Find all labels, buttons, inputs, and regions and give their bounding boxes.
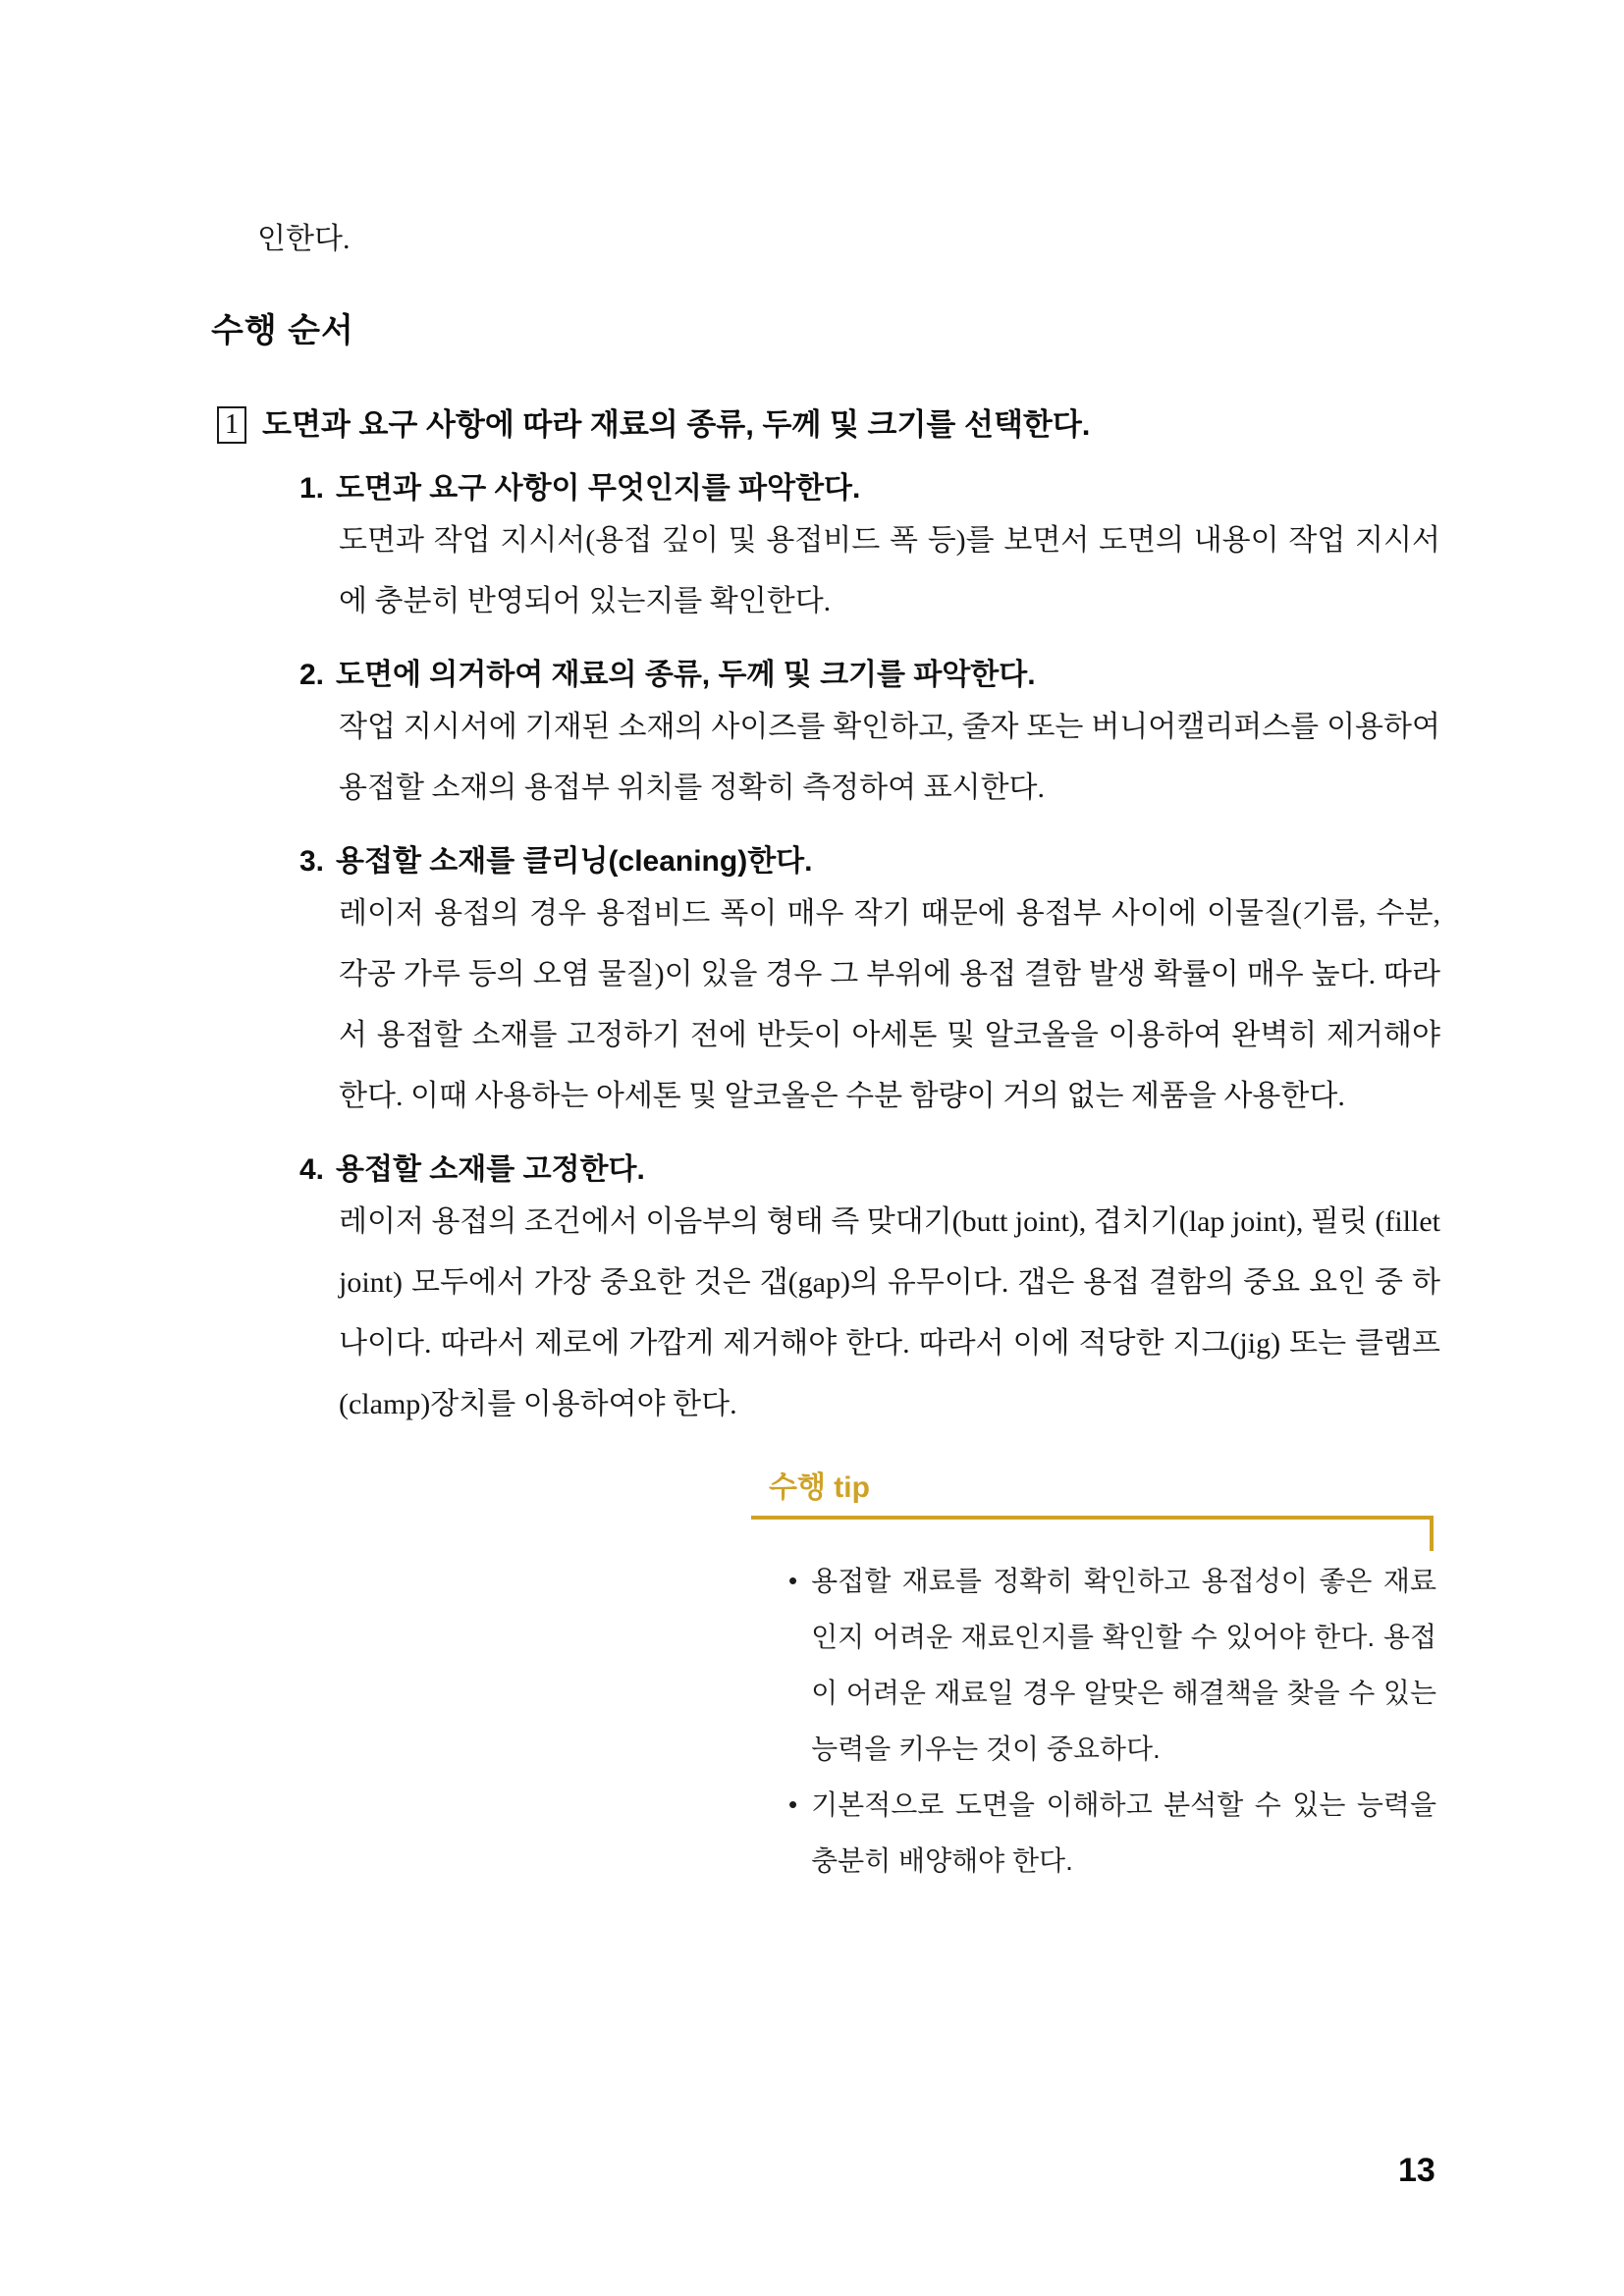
substep-title-text: 도면과 요구 사항이 무엇인지를 파악한다.: [336, 472, 861, 505]
bullet-dot-icon: •: [788, 1789, 798, 1819]
substep-number: 4.: [299, 1153, 325, 1186]
substep-body: 작업 지시서에 기재된 소재의 사이즈를 확인하고, 줄자 또는 버니어캘리퍼스를 이용하여 용접할 소재의 용접부 위치를 정확히 측정하여 표시한다.: [339, 711, 1440, 804]
substep-number: 2.: [299, 659, 325, 691]
substep-body: 도면과 작업 지시서(용접 깊이 및 용접비드 폭 등)를 보면서 도면의 내용이 작업 지시서에 충분히 반영되어 있는지를 확인한다.: [339, 524, 1440, 617]
substep-title: [299, 654, 1441, 697]
tip-bullet-text: 기본적으로 도면을 이해하고 분석할 수 있는 능력을 충분히 배양해야 한다.: [811, 1789, 1436, 1876]
substep-4: [299, 1148, 1441, 1435]
tip-heading: 수행 tip: [769, 1471, 870, 1504]
page-number: 13: [1398, 2152, 1435, 2189]
substep-title: [299, 1148, 1441, 1192]
substep-3: [299, 840, 1441, 1127]
tip-bullet-text: 용접할 재료를 정확히 확인하고 용접성이 좋은 재료인지 어려운 재료인지를 확인할 수 있어야 한다. 용접이 어려운 재료일 경우 알맞은 해결책을 찾을 수 있는 능력을 키우는 것이 중요하다.: [811, 1566, 1436, 1764]
substep-2: [299, 654, 1441, 819]
tip-callout: [751, 1468, 1434, 1889]
tip-bullet-list: [788, 1553, 1436, 1889]
intro-line: 인한다.: [257, 223, 351, 255]
step-number-box: [217, 406, 246, 444]
substep-number: 1.: [299, 472, 325, 505]
substep-title-text: 도면에 의거하여 재료의 종류, 두께 및 크기를 파악한다.: [336, 659, 1036, 691]
substep-1: [299, 467, 1441, 632]
substep-number: 3.: [299, 845, 325, 878]
substep-body: 레이저 용접의 조건에서 이음부의 형태 즉 맞대기(butt joint), 겹치기(lap joint), 필릿 (fillet joint) 모두에서 가장 중요한 것은 갭(gap)의 유무이다. 갭은 용접 결함의 중요 요인 중 하나이다. 따라서 제로에 가깝게 제거해야 한다. 따라서 이에 적당한 지그(jig) 또는 클램프(clamp)장치를 이용하여야 한다.: [339, 1205, 1440, 1420]
substep-title-text: 용접할 소재를 클리닝(cleaning)한다.: [336, 845, 813, 878]
step-number: 1: [225, 409, 239, 440]
bullet-dot-icon: •: [788, 1566, 798, 1595]
tip-bullet-item: [788, 1777, 1436, 1889]
tip-bullet-item: [788, 1553, 1436, 1777]
substep-title-text: 용접할 소재를 고정한다.: [336, 1153, 645, 1186]
step-item: [217, 404, 1441, 446]
section-heading: 수행 순서: [211, 312, 354, 349]
step-title: 도면과 요구 사항에 따라 재료의 종류, 두께 및 크기를 선택한다.: [262, 407, 1091, 442]
tip-corner-rule: [751, 1516, 1434, 1551]
substep-title: [299, 467, 1441, 510]
substep-title: [299, 840, 1441, 883]
substep-body: 레이저 용접의 경우 용접비드 폭이 매우 작기 때문에 용접부 사이에 이물질(기름, 수분, 각공 가루 등의 오염 물질)이 있을 경우 그 부위에 용접 결함 발생 확률이 매우 높다. 따라서 용접할 소재를 고정하기 전에 반듯이 아세톤 및 알코올을 이용하여 완벽히 제거해야 한다. 이때 사용하는 아세톤 및 알코올은 수분 함량이 거의 없는 제품을 사용한다.: [339, 897, 1440, 1112]
